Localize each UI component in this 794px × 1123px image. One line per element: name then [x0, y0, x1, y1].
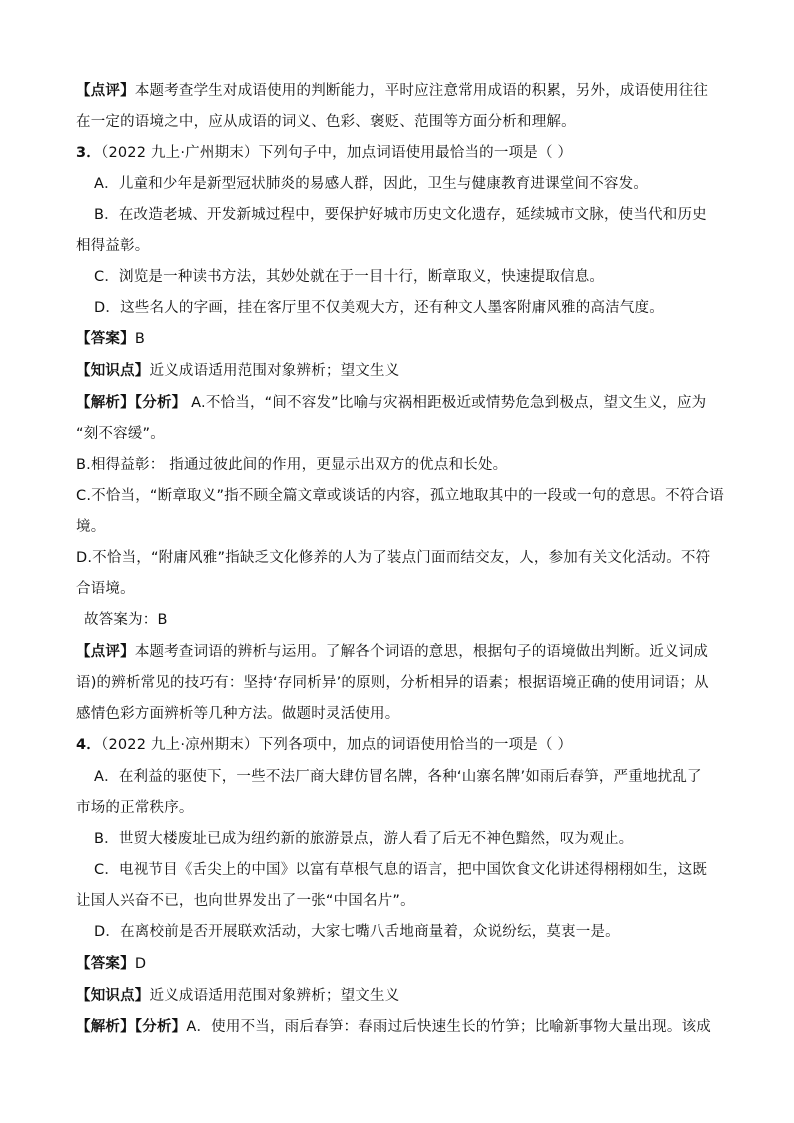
q3-number: 3． [76, 145, 101, 161]
q3-option-a: A．儿童和少年是新型冠状肺炎的易感人群，因此，卫生与健康教育进课堂间不容发。 [94, 176, 649, 192]
q4-option-a-line-1: A．在利益的驱使下，一些不法厂商大肆仿冒名牌，各种‘山寨名牌’如雨后春笋，严重地扰乱了 [94, 769, 702, 785]
q4-number: 4． [76, 737, 101, 753]
q3-answer-tag: 【答案】 [76, 331, 135, 347]
q4-option-b: B．世贸大楼废址已成为纽约新的旅游景点，游人看了后无不神色黯然，叹为观止。 [94, 831, 634, 847]
q3-analysis-c-1: C.不恰当，“断章取义”指不顾全篇文章或谈话的内容，孤立地取其中的一段或一句的意思。不符合语 [76, 488, 724, 504]
q3-comment-3: 感情色彩方面辨析等几种方法。做题时灵活使用。 [76, 706, 400, 722]
q3-analysis-line-1 [76, 393, 706, 413]
q4-knowledge-tag: 【知识点】 [76, 988, 150, 1004]
q3-analysis-c-2: 境。 [76, 519, 106, 535]
q3-knowledge-tag: 【知识点】 [76, 363, 150, 379]
q4-stem-line [76, 735, 572, 755]
q3-final-answer: 故答案为：B [84, 612, 168, 628]
prev-comment-text-1: 本题考查学生对成语使用的判断能力，平时应注意常用成语的积累，另外，成语使用往往 [134, 83, 709, 99]
q3-option-c: C．浏览是一种读书方法，其妙处就在于一目十行，断章取义，快速提取信息。 [94, 269, 605, 285]
q3-option-d: D．这些名人的字画，挂在客厅里不仅美观大方，还有种文人墨客附庸风雅的高洁气度。 [94, 300, 664, 316]
q4-option-d: D．在离校前是否开展联欢活动，大家七嘴八舌地商量着，众说纷纭，莫衷一是。 [94, 924, 620, 940]
prev-comment-line-1 [76, 81, 708, 101]
q3-analysis-a-2: “刻不容缓”。 [76, 426, 165, 442]
q4-knowledge: 近义成语适用范围对象辨析；望文生义 [149, 988, 400, 1004]
q4-answer-line [76, 954, 146, 974]
q4-analysis-line-1 [76, 1017, 711, 1037]
q3-option-b-line-1: B．在改造老城、开发新城过程中，要保护好城市历史文化遗存，延续城市文脉，使当代和历史 [94, 207, 707, 223]
q3-comment-2: 语)的辨析常见的技巧有：坚持‘存同析异’的原则，分析相异的语素；根据语境正确的使用词语；从 [76, 675, 709, 691]
q3-stem-line [76, 143, 572, 163]
q4-option-a-line-2: 市场的正常秩序。 [76, 800, 194, 816]
q3-stem: （2022 九上·广州期末）下列句子中，加点词语使用最恰当的一项是（ ） [101, 145, 573, 161]
q3-option-b-line-2: 相得益彰。 [76, 238, 150, 254]
q3-answer: B [134, 331, 145, 347]
q4-answer: D [134, 956, 147, 972]
q4-stem: （2022 九上·凉州期末）下列各项中，加点的词语使用恰当的一项是（ ） [101, 737, 573, 753]
q3-knowledge: 近义成语适用范围对象辨析；望文生义 [149, 363, 400, 379]
q4-analysis-a-1: A．使用不当，雨后春笋：春雨过后快速生长的竹笋；比喻新事物大量出现。该成 [186, 1019, 711, 1035]
q3-analysis-d-2: 合语境。 [76, 581, 135, 597]
q3-analysis-tag: 【解析】【分析】 [76, 395, 187, 411]
q4-option-c-line-1: C．电视节目《舌尖上的中国》以富有草根气息的语言，把中国饮食文化讲述得栩栩如生，这既 [94, 862, 708, 878]
q4-option-c-line-2: 让国人兴奋不已，也向世界发出了一张“中国名片”。 [76, 893, 415, 909]
q4-answer-tag: 【答案】 [76, 956, 135, 972]
prev-comment-line-2: 在一定的语境之中，应从成语的词义、色彩、褒贬、范围等方面分析和理解。 [76, 114, 576, 130]
q3-knowledge-line [76, 361, 399, 381]
q3-comment-tag: 【点评】 [76, 644, 135, 660]
q4-knowledge-line [76, 986, 399, 1006]
q4-analysis-tag: 【解析】【分析】 [76, 1019, 187, 1035]
q3-analysis-b: B.相得益彰： 指通过彼此间的作用，更显示出双方的优点和长处。 [76, 457, 508, 473]
q3-comment-line-1 [76, 642, 708, 662]
prev-comment-tag: 【点评】 [76, 83, 135, 99]
q3-answer-line [76, 329, 145, 349]
q3-analysis-d-1: D.不恰当，“附庸风雅”指缺乏文化修养的人为了装点门面而结交友，人，参加有关文化活动。不符 [76, 550, 711, 566]
q3-analysis-a-1: A.不恰当，“间不容发”比喻与灾祸相距极近或情势危急到极点，望文生义，应为 [186, 395, 707, 411]
q3-comment-1: 本题考查词语的辨析与运用。了解各个词语的意思，根据句子的语境做出判断。近义词成 [134, 644, 709, 660]
